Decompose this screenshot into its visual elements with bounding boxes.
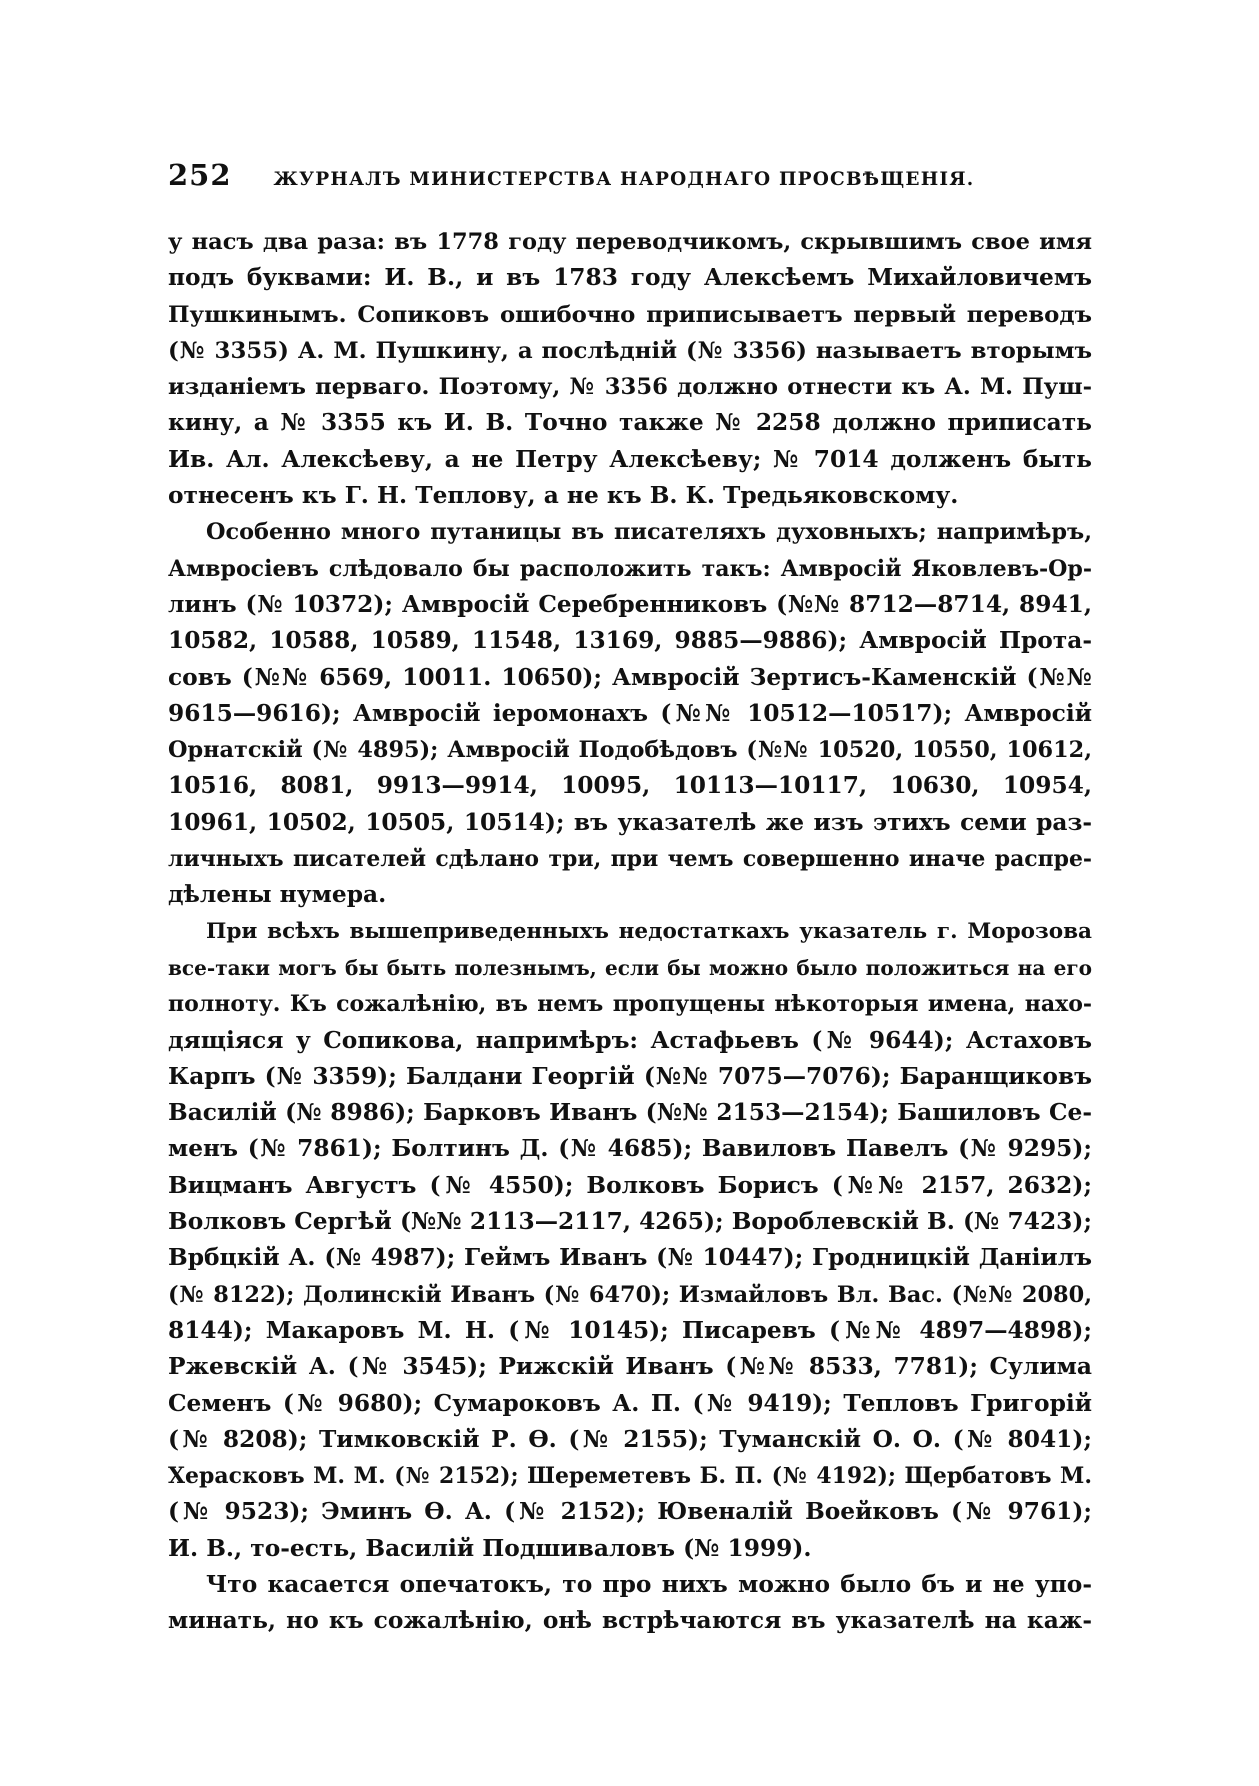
body-text <box>168 224 1092 1640</box>
text-line: (№ 3355) А. М. Пушкину, а послѣдній (№ 3356) называетъ вторымъ <box>168 337 1092 364</box>
text-line: Семенъ (№ 9680); Сумароковъ А. П. (№ 9419); Тепловъ Григорій <box>168 1389 1092 1417</box>
text-line: дящіяся у Сопикова, напримѣръ: Астафьевъ (№ 9644); Астаховъ <box>168 1026 1092 1054</box>
paragraph-3 <box>168 914 1092 1567</box>
text-line: Волковъ Сергѣй (№№ 2113—2117, 4265); Вороблевскій В. (№ 7423); <box>168 1208 1092 1236</box>
text-line: подъ буквами: И. В., и въ 1783 году Алексѣемъ Михайловичемъ <box>168 264 1092 292</box>
text-line: (№ 8122); Долинскій Иванъ (№ 6470); Измайловъ Вл. Вас. (№№ 2080, <box>168 1281 1092 1308</box>
text-line: 10961, 10502, 10505, 10514); въ указателѣ же изъ этихъ семи раз- <box>168 808 1092 836</box>
text-line: Амвросіевъ слѣдовало бы расположить такъ: Амвросій Яковлевъ-Ор- <box>168 555 1092 582</box>
text-line: Орнатскій (№ 4895); Амвросій Подобѣдовъ (№№ 10520, 10550, 10612, <box>168 737 1092 764</box>
running-title: ЖУРНАЛЪ МИНИСТЕРСТВА НАРОДНАГО ПРОСВѢЩЕНІЯ. <box>273 169 975 190</box>
text-line: все-таки могъ бы быть полезнымъ, если бы можно было положиться на его <box>168 955 1092 980</box>
text-line: Пушкинымъ. Сопиковъ ошибочно приписываетъ первый переводъ <box>168 301 1092 328</box>
text-line: линъ (№ 10372); Амвросій Серебренниковъ (№№ 8712—8714, 8941, <box>168 590 1092 618</box>
text-line: Ржевскій А. (№ 3545); Рижскій Иванъ (№№ 8533, 7781); Сулима <box>168 1353 1092 1381</box>
text-line: Ив. Ал. Алексѣеву, а не Петру Алексѣеву; № 7014 долженъ быть <box>168 445 1092 473</box>
text-line: полноту. Къ сожалѣнію, въ немъ пропущены нѣкоторыя имена, нахо- <box>168 991 1092 1018</box>
text-line: Херасковъ М. М. (№ 2152); Шереметевъ Б. П. (№ 4192); Щербатовъ М. <box>168 1463 1092 1490</box>
page-header <box>168 158 1092 198</box>
paragraph-1 <box>168 224 1092 514</box>
text-line: (№ 8208); Тимковскій Р. Ѳ. (№ 2155); Туманскій О. О. (№ 8041); <box>168 1425 1092 1453</box>
text-line: совъ (№№ 6569, 10011. 10650); Амвросій Зертисъ-Каменскій (№№ <box>168 663 1092 691</box>
text-line: 8144); Макаровъ М. Н. (№ 10145); Писаревъ (№№ 4897—4898); <box>168 1316 1092 1344</box>
page-number: 252 <box>168 158 232 192</box>
text-line: менъ (№ 7861); Болтинъ Д. (№ 4685); Вавиловъ Павелъ (№ 9295); <box>168 1135 1092 1163</box>
text-line: 9615—9616); Амвросій іеромонахъ (№№ 10512—10517); Амвросій <box>168 699 1092 727</box>
text-line: (№ 9523); Эминъ Ѳ. А. (№ 2152); Ювеналій Воейковъ (№ 9761); <box>168 1498 1092 1526</box>
text-line: Карпъ (№ 3359); Балдани Георгій (№№ 7075—7076); Баранщиковъ <box>168 1062 1092 1090</box>
text-line: дѣлены нумера. <box>168 881 387 909</box>
text-line: кину, а № 3355 къ И. В. Точно также № 2258 должно приписать <box>168 409 1092 437</box>
text-line: И. В., то-есть, Василій Подшиваловъ (№ 1999). <box>168 1534 812 1562</box>
text-line: Василій (№ 8986); Барковъ Иванъ (№№ 2153—2154); Башиловъ Се- <box>168 1099 1092 1127</box>
text-line: Вицманъ Августъ (№ 4550); Волковъ Борисъ (№№ 2157, 2632); <box>168 1171 1092 1199</box>
paragraph-2 <box>168 514 1092 913</box>
text-line: 10582, 10588, 10589, 11548, 13169, 9885—9886); Амвросій Прота- <box>168 627 1092 655</box>
text-line: 10516, 8081, 9913—9914, 10095, 10113—10117, 10630, 10954, <box>168 772 1092 800</box>
text-line: изданіемъ перваго. Поэтому, № 3356 должно отнести къ А. М. Пуш- <box>168 374 1092 401</box>
text-line: минать, но къ сожалѣнію, онѣ встрѣчаются въ указателѣ на каж- <box>168 1607 1092 1635</box>
text-line: Врбцкій А. (№ 4987); Геймъ Иванъ (№ 10447); Гродницкій Даніилъ <box>168 1244 1092 1272</box>
text-line: Особенно много путаницы въ писателяхъ духовныхъ; напримѣръ, <box>206 519 1092 546</box>
text-line: Что касается опечатокъ, то про нихъ можно было бъ и не упо- <box>206 1570 1092 1598</box>
text-line: отнесенъ къ Г. Н. Теплову, а не къ В. К. Тредьяковскому. <box>168 482 959 510</box>
text-line: При всѣхъ вышеприведенныхъ недостаткахъ указатель г. Морозова <box>206 918 1092 944</box>
text-line: личныхъ писателей сдѣлано три, при чемъ совершенно иначе распре- <box>168 846 1092 873</box>
text-line: у насъ два раза: въ 1778 году переводчикомъ, скрывшимъ свое имя <box>168 229 1092 255</box>
paragraph-4 <box>168 1567 1092 1640</box>
